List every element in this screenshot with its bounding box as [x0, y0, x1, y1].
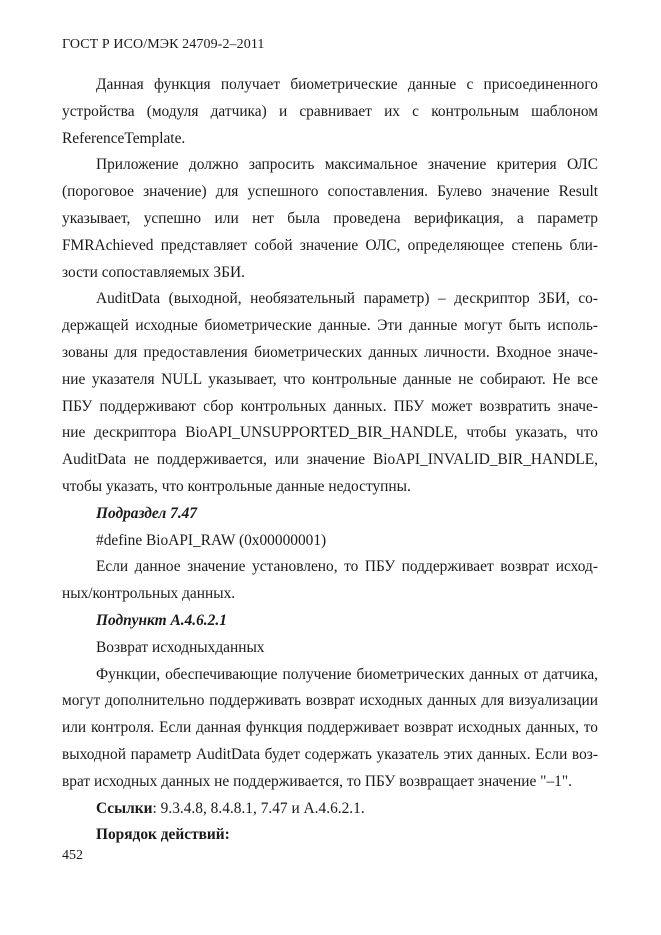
text-line: врат исходных данных не поддерживается, то ПБУ возвращает значение "–1".: [62, 772, 572, 790]
code-line: #define BioAPI_RAW (0x00000001): [96, 531, 327, 549]
section-heading: Подраздел 7.47: [96, 504, 198, 522]
paragraph-raw-support: [62, 554, 598, 608]
text-line: AuditData не поддерживается, или значение BioAPI_INVALID_BIR_HANDLE,: [62, 451, 598, 469]
heading-subsection-7-47: [62, 501, 598, 528]
references-text: : 9.3.4.8, 8.4.8.1, 7.47 и А.4.6.2.1.: [152, 799, 365, 817]
paragraph-threshold: [62, 152, 598, 286]
paragraph-raw-return-title: [62, 635, 598, 662]
paragraph-procedure: [62, 822, 598, 849]
page-number: 452: [62, 848, 83, 863]
paragraph-function-description: [62, 72, 598, 152]
standard-header: ГОСТ Р ИСО/МЭК 24709-2–2011: [62, 37, 265, 52]
heading-subclause-a4621: [62, 608, 598, 635]
text-line: ние дескриптора BioAPI_UNSUPPORTED_BIR_HANDLE, чтобы указать, что: [62, 424, 598, 442]
text-line: указывает, успешно или нет была проведена верификация, а параметр: [62, 209, 598, 227]
text-line: Возврат исходныхданных: [96, 638, 265, 656]
procedure-heading: Порядок действий:: [96, 826, 230, 844]
text-line: ReferenceTemplate.: [62, 129, 186, 147]
text-line: выходной параметр AuditData будет содержать указатель этих данных. Если воз-: [62, 745, 598, 763]
text-line: Функции, обеспечивающие получение биометрических данных от датчика,: [96, 665, 598, 683]
paragraph-auditdata: [62, 286, 598, 500]
text-line: зованы для предоставления биометрических данных личности. Входное значе-: [62, 343, 598, 361]
text-line: ных/контрольных данных.: [62, 585, 236, 603]
text-line: ние указателя NULL указывает, что контрольные данные не собирают. Не все: [62, 370, 598, 388]
document-body: [62, 72, 598, 849]
paragraph-define: [62, 528, 598, 555]
section-heading: Подпункт А.4.6.2.1: [96, 611, 227, 629]
text-line: или контроля. Если данная функция поддерживает возврат исходных данных, то: [62, 719, 598, 737]
text-line: Приложение должно запросить максимальное значение критерия ОЛС: [96, 156, 598, 174]
paragraph-references: [62, 796, 598, 823]
text-line: устройства (модуля датчика) и сравнивает их с контрольным шаблоном: [62, 102, 598, 120]
paragraph-raw-return: [62, 662, 598, 796]
text-line: Если данное значение установлено, то ПБУ поддерживает возврат исход-: [96, 558, 598, 576]
text-line: держащей исходные биометрические данные. Эти данные могут быть исполь-: [62, 317, 598, 335]
references-label: Ссылки: [96, 799, 153, 817]
text-line: могут дополнительно поддерживать возврат исходных данных для визуализации: [62, 692, 598, 710]
text-line: (пороговое значение) для успешного сопоставления. Булево значение Result: [62, 183, 598, 201]
text-line: зости сопоставляемых ЗБИ.: [62, 263, 245, 281]
text-line: ПБУ поддерживают сбор контрольных данных. ПБУ может возвратить значе-: [62, 397, 598, 415]
text-line: AuditData (выходной, необязательный параметр) – дескриптор ЗБИ, со-: [96, 290, 598, 308]
text-line: чтобы указать, что контрольные данные недоступны.: [62, 477, 411, 495]
text-line: Данная функция получает биометрические данные с присоединенного: [96, 76, 598, 93]
text-line: FMRAchieved представляет собой значение ОЛС, определяющее степень бли-: [62, 236, 598, 254]
references-line: [62, 796, 598, 823]
